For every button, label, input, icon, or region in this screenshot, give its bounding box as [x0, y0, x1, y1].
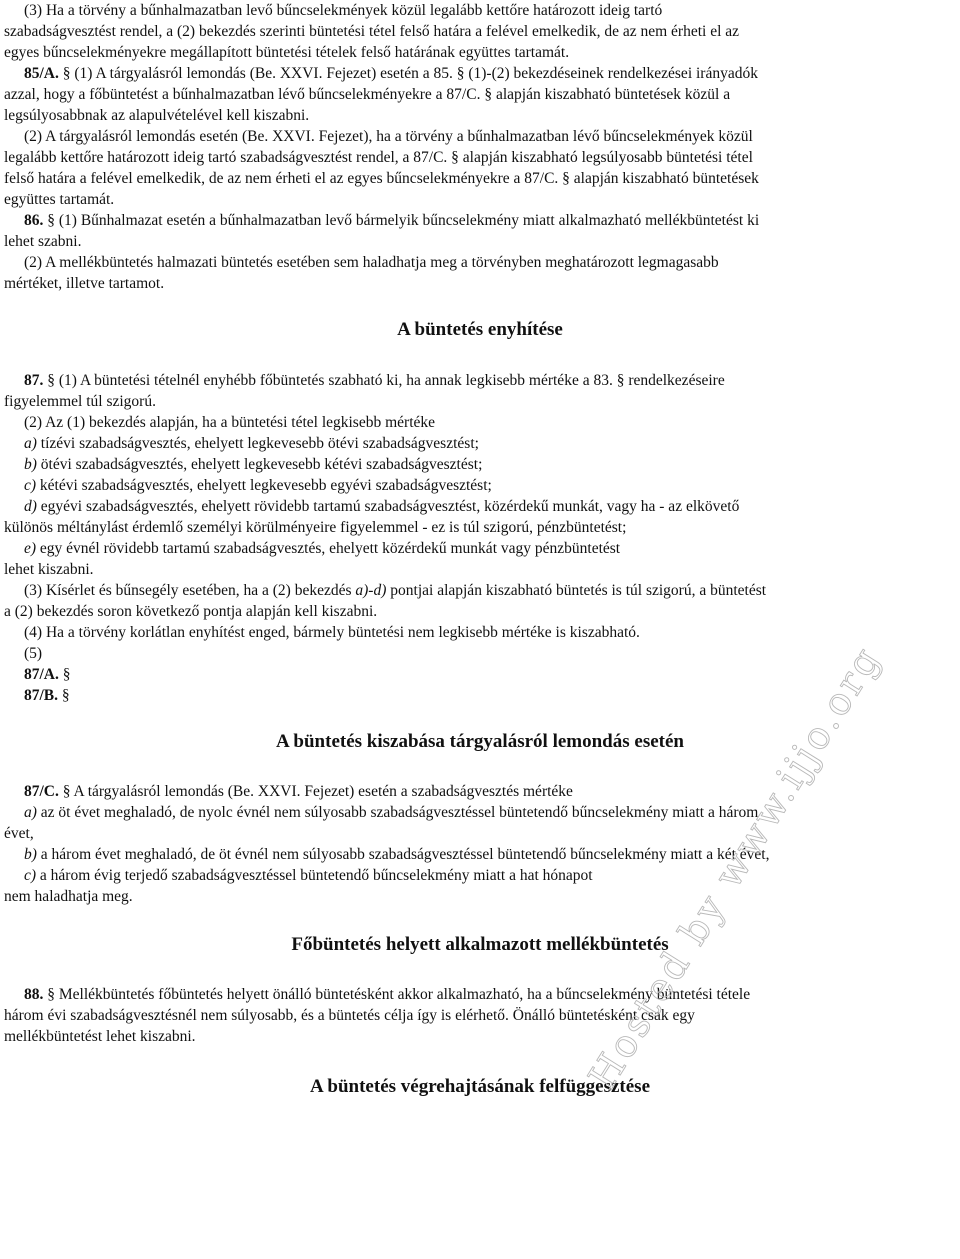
- text-segment: évet,: [4, 825, 34, 842]
- text-segment: 85/A.: [24, 65, 59, 82]
- line-15: [24, 370, 725, 392]
- text-segment: 87/B.: [24, 687, 59, 704]
- line-1: [24, 0, 662, 22]
- line-19: [24, 454, 482, 476]
- line-22: [4, 517, 626, 539]
- text-segment: lehet kiszabni.: [4, 561, 94, 578]
- line-8: [4, 147, 753, 169]
- text-segment: mértéket, illetve tartamot.: [4, 275, 165, 292]
- text-segment: egy évnél rövidebb tartamú szabadságvesztés, ehelyett közérdekű munkát vagy pénzbüntetést: [36, 540, 621, 557]
- text-segment: ötévi szabadságvesztés, ehelyett legkevesebb kétévi szabadságvesztést;: [36, 456, 483, 473]
- text-segment: egyévi szabadságvesztés, ehelyett rövidebb tartamú szabadságvesztést, közérdekű munkát, vagy ha - az elkövető: [36, 498, 740, 515]
- text-segment: c): [24, 867, 37, 884]
- line-31: [24, 781, 573, 803]
- text-segment: a): [24, 804, 37, 821]
- text-segment: különös méltánylást érdemlő személyi körülményeire figyelemmel - ez is túl szigorú, pénzbüntetést;: [4, 519, 627, 536]
- line-26: [4, 601, 377, 623]
- text-segment: a)-d): [355, 582, 387, 599]
- text-segment: a): [24, 435, 37, 452]
- text-segment: felső határa a felével emelkedik, de az nem érheti el az egyes bűncselekményekre a 87/C. § alapján kiszabható büntetések: [4, 170, 759, 187]
- text-segment: tízévi szabadságvesztés, ehelyett legkevesebb ötévi szabadságvesztést;: [36, 435, 479, 452]
- text-segment: (4) Ha a törvény korlátlan enyhítést enged, bármely büntetési nem legkisebb mértéke is kiszabható.: [24, 624, 640, 641]
- text-segment: (3) Ha a törvény a bűnhalmazatban levő bűncselekmények közül legalább kettőre határozott ideig tartó: [24, 2, 663, 19]
- text-segment: 88.: [24, 986, 44, 1003]
- line-9: [4, 168, 759, 190]
- text-segment: nem haladhatja meg.: [4, 888, 133, 905]
- text-segment: kétévi szabadságvesztés, ehelyett legkevesebb egyévi szabadságvesztést;: [36, 477, 492, 494]
- text-segment: 87.: [24, 372, 44, 389]
- text-segment: egyes bűncselekményekre megállapított büntetési tételek felső határának együttes tartamát.: [4, 44, 570, 61]
- text-segment: (2) A tárgyalásról lemondás esetén (Be. XXVI. Fejezet), ha a törvény a bűnhalmazatban lévő bűncselekmények közül: [24, 128, 753, 145]
- line-3: [4, 42, 569, 64]
- watermark: Hosted by www.ijjo.org: [579, 637, 890, 1097]
- text-segment: 87/A.: [24, 666, 59, 683]
- line-28: [24, 643, 42, 665]
- line-11: [24, 210, 759, 232]
- line-30: [24, 685, 70, 707]
- text-segment: b): [24, 846, 37, 863]
- line-24: [4, 559, 94, 581]
- text-segment: 87/C.: [24, 783, 59, 800]
- text-segment: az öt évet meghaladó, de nyolc évnél nem súlyosabb szabadságvesztéssel büntetendő bűncselekmény miatt a három: [36, 804, 759, 821]
- line-17: [24, 412, 435, 434]
- line-10: [4, 189, 114, 211]
- line-23: [24, 538, 620, 560]
- line-27: [24, 622, 640, 644]
- line-21: [24, 496, 739, 518]
- text-segment: lehet szabni.: [4, 233, 82, 250]
- text-segment: § Mellékbüntetés főbüntetés helyett önálló büntetésként akkor alkalmazható, ha a bűncselekmény büntetési tétele: [43, 986, 751, 1003]
- heading-sentence-mitigation: A büntetés enyhítése: [397, 319, 563, 340]
- line-34: [24, 844, 770, 866]
- text-segment: c): [24, 477, 37, 494]
- line-33: [4, 823, 34, 845]
- line-18: [24, 433, 479, 455]
- line-39: [4, 1026, 196, 1048]
- text-segment: (2) Az (1) bekezdés alapján, ha a büntetési tétel legkisebb mértéke: [24, 414, 436, 431]
- text-segment: három évi szabadságvesztésnél nem súlyosabb, és a büntetés célja így is elérhető. Önálló büntetésként csak egy: [4, 1007, 695, 1024]
- text-segment: a (2) bekezdés soron következő pontja alapján kell kiszabni.: [4, 603, 378, 620]
- text-segment: együttes tartamát.: [4, 191, 115, 208]
- line-20: [24, 475, 492, 497]
- text-segment: legsúlyosabbnak az alapulvételével kell kiszabni.: [4, 107, 310, 124]
- text-segment: szabadságvesztést rendel, a (2) bekezdés szerinti büntetési tétel felső határa a felével emelkedik, de az nem érheti el az: [4, 23, 740, 40]
- text-segment: § (1) A tárgyalásról lemondás (Be. XXVI. Fejezet) esetén a 85. § (1)-(2) bekezdéseinek rendelkezései irányadók: [58, 65, 758, 82]
- text-segment: § (1) Bűnhalmazat esetén a bűnhalmazatban levő bármelyik bűncselekmény miatt alkalmazható mellékbüntetést ki: [43, 212, 760, 229]
- text-segment: pontjai alapján kiszabható büntetés is túl szigorú, a büntetést: [386, 582, 767, 599]
- line-16: [4, 391, 156, 413]
- text-segment: a három évet meghaladó, de öt évnél nem súlyosabb szabadságvesztéssel büntetendő bűncselekmény miatt a két évet,: [36, 846, 770, 863]
- line-35: [24, 865, 593, 887]
- line-29: [24, 664, 71, 686]
- text-segment: 86.: [24, 212, 44, 229]
- text-segment: azzal, hogy a főbüntetést a bűnhalmazatban lévő bűncselekményekre a 87/C. § alapján kiszabható büntetések közül a: [4, 86, 731, 103]
- text-segment: § A tárgyalásról lemondás (Be. XXVI. Fejezet) esetén a szabadságvesztés mértéke: [58, 783, 573, 800]
- line-2: [4, 21, 739, 43]
- text-segment: e): [24, 540, 37, 557]
- text-segment: mellékbüntetést lehet kiszabni.: [4, 1028, 196, 1045]
- text-segment: (3) Kísérlet és bűnsegély esetében, ha a (2) bekezdés: [24, 582, 356, 599]
- line-13: [24, 252, 719, 274]
- line-6: [4, 105, 309, 127]
- text-segment: § (1) A büntetési tételnél enyhébb főbüntetés szabható ki, ha annak legkisebb mértéke a 83. § rendelkezéseire: [43, 372, 725, 389]
- text-segment: (5): [24, 645, 43, 662]
- text-segment: §: [58, 687, 70, 704]
- heading-suspension: A büntetés végrehajtásának felfüggesztése: [309, 1076, 651, 1097]
- line-37: [24, 984, 750, 1006]
- heading-sentencing-plea: A büntetés kiszabása tárgyalásról lemondás esetén: [276, 731, 684, 752]
- text-segment: b): [24, 456, 37, 473]
- text-segment: a három évig terjedő szabadságvesztéssel büntetendő bűncselekmény miatt a hat hónapot: [36, 867, 593, 884]
- text-segment: legalább kettőre határozott ideig tartó szabadságvesztést rendel, a 87/C. § alapján kiszabható legsúlyosabb büntetési tétel: [4, 149, 753, 166]
- heading-secondary-penalty: Főbüntetés helyett alkalmazott mellékbüntetés: [291, 934, 669, 955]
- text-segment: §: [58, 666, 71, 683]
- line-32: [24, 802, 758, 824]
- text-segment: (2) A mellékbüntetés halmazati büntetés esetében sem haladhatja meg a törvényben meghatározott legmagasabb: [24, 254, 719, 271]
- line-25: [24, 580, 766, 602]
- line-36: [4, 886, 133, 908]
- text-segment: d): [24, 498, 37, 515]
- line-5: [4, 84, 730, 106]
- line-12: [4, 231, 81, 253]
- line-4: [24, 63, 758, 85]
- line-38: [4, 1005, 695, 1027]
- text-segment: figyelemmel túl szigorú.: [4, 393, 156, 410]
- line-7: [24, 126, 753, 148]
- line-14: [4, 273, 164, 295]
